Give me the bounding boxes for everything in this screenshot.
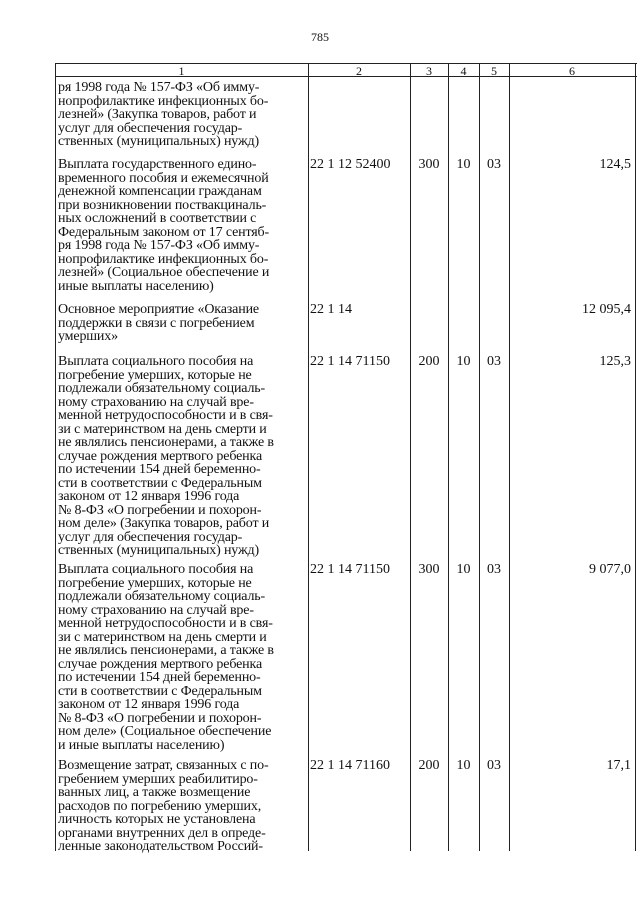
row-target-code: 22 1 12 52400	[310, 157, 391, 172]
row-target-code: 22 1 14 71150	[310, 562, 390, 577]
column-header-5: 5	[491, 64, 497, 78]
column-border	[308, 63, 309, 851]
row-subsection: 03	[487, 758, 501, 773]
row-section: 10	[456, 354, 471, 369]
row-section: 10	[456, 157, 471, 172]
row-section: 10	[456, 758, 471, 773]
column-header-1: 1	[178, 64, 185, 78]
row-amount: 124,5	[599, 157, 631, 172]
row-subsection: 03	[487, 562, 501, 577]
row-amount: 17,1	[606, 758, 631, 773]
row-description: Выплата социального пособия на погребение умерших, которые не подлежали обязательному социаль- ному страхованию на случай вре- менной нетрудоспособности и в свя- зи с материнством на день смерти и не являлись пенсионерами, а также в случае рождения мертвого ребенка по истечении 154 дней беременно- сти в соответствии с Федеральным законом от 12 января 1996 года № 8-ФЗ «О погребении и похорон- ном деле» (Социальное обеспечение и иные выплаты населению)	[58, 562, 274, 753]
budget-table	[55, 63, 637, 854]
row-description: Возмещение затрат, связанных с по- гребением умерших реабилитиро- ванных лиц, а также возмещение расходов по погребению умерших, личность которых не установлена органами внутренних дел в опреде- ленные законодательством Россий-	[58, 758, 269, 854]
column-border	[635, 63, 636, 851]
column-border	[479, 63, 480, 851]
column-border	[55, 63, 56, 851]
row-amount: 9 077,0	[589, 562, 631, 577]
row-expense-type: 300	[418, 157, 440, 172]
row-section: 10	[456, 562, 471, 577]
row-subsection: 03	[487, 157, 501, 172]
row-expense-type: 300	[418, 562, 440, 577]
column-border	[448, 63, 449, 851]
header-top-border	[55, 63, 637, 64]
column-border	[410, 63, 411, 851]
row-subsection: 03	[487, 354, 501, 369]
row-amount: 12 095,4	[582, 302, 631, 317]
column-header-4: 4	[460, 64, 467, 78]
row-target-code: 22 1 14	[310, 302, 352, 317]
column-header-2: 2	[356, 64, 362, 78]
column-header-3: 3	[426, 64, 432, 78]
row-expense-type: 200	[418, 758, 440, 773]
page-number: 785	[311, 30, 329, 44]
row-amount: 125,3	[599, 354, 631, 369]
row-description: Выплата государственного едино- временного пособия и ежемесячной денежной компенсации гражданам при возникновении поствакциналь- ных осложнений в соответствии с Федеральным законом от 17 сентяб- ря 1998 года № 157-ФЗ «Об имму- нопрофилактике инфекционных бо- лезней» (Социальное обеспечение и иные выплаты населению)	[58, 157, 270, 294]
row-description: ря 1998 года № 157-ФЗ «Об имму- нопрофилактике инфекционных бо- лезней» (Закупка товаров, работ и услуг для обеспечения государ- ственных (муниципальных) нужд)	[58, 80, 269, 149]
column-header-6: 6	[569, 64, 575, 78]
column-border	[509, 63, 510, 851]
row-description: Выплата социального пособия на погребение умерших, которые не подлежали обязательному социаль- ному страхованию на случай вре- менной нетрудоспособности и в свя- зи с материнством на день смерти и не являлись пенсионерами, а также в случае рождения мертвого ребенка по истечении 154 дней беременно- сти в соответствии с Федеральным законом от 12 января 1996 года № 8-ФЗ «О погребении и похорон- ном деле» (Закупка товаров, работ и услуг для обеспечения государ- ственных (муниципальных) нужд)	[58, 354, 274, 558]
row-expense-type: 200	[418, 354, 440, 369]
row-target-code: 22 1 14 71160	[310, 758, 390, 773]
row-target-code: 22 1 14 71150	[310, 354, 390, 369]
row-description: Основное мероприятие «Оказание поддержки в связи с погребением умерших»	[58, 302, 259, 344]
